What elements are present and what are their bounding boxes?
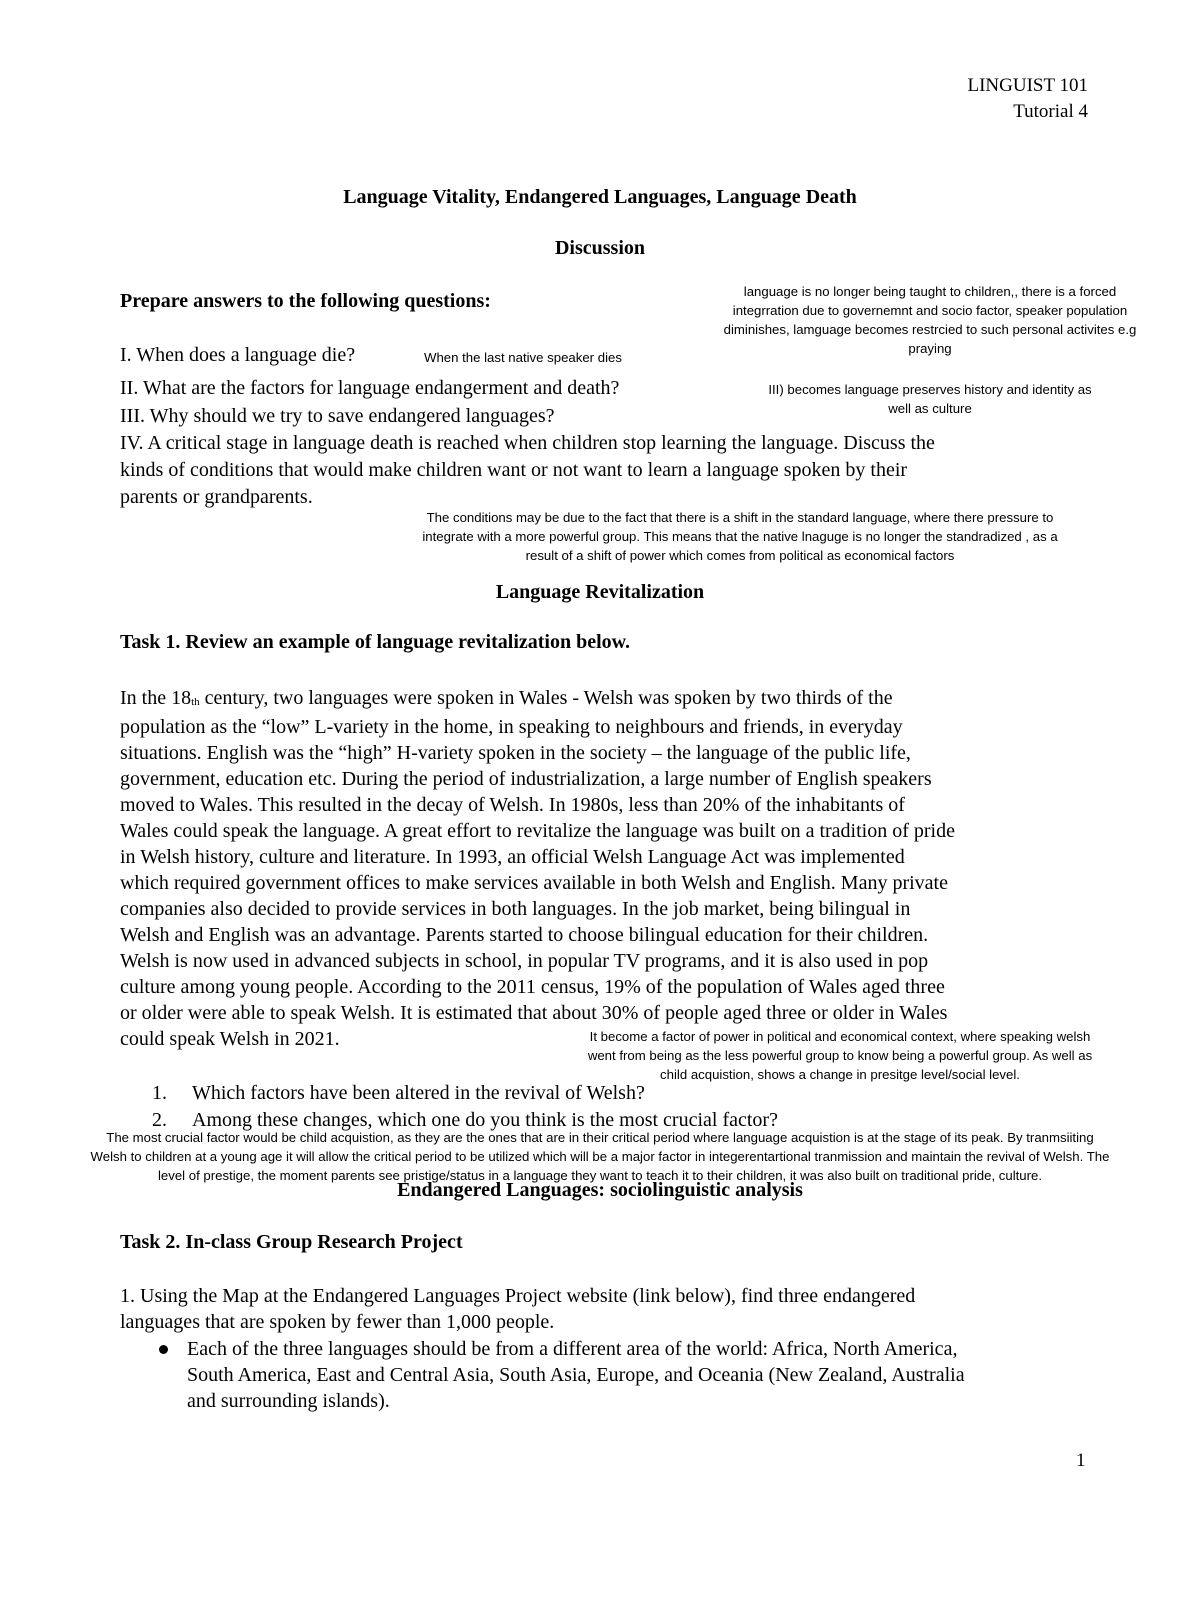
answer-note-2-line: integrration due to governemnt and socio factor, speaker population bbox=[732, 303, 1128, 318]
paragraph-line: could speak Welsh in 2021. bbox=[120, 1028, 340, 1050]
endangered-heading: Endangered Languages: sociolinguistic analysis bbox=[397, 1179, 803, 1201]
ordinal-suffix: th bbox=[191, 696, 200, 708]
bullet-line: Each of the three languages should be from a different area of the world: Africa, North America, bbox=[187, 1338, 958, 1360]
question-4-line-3: parents or grandparents. bbox=[120, 486, 313, 508]
paragraph-line: companies also decided to provide services in both languages. In the job market, being bilingual in bbox=[120, 898, 911, 920]
question-4-line-1: IV. A critical stage in language death is reached when children stop learning the language. Discuss the bbox=[120, 432, 935, 454]
answer-note-2-line: praying bbox=[908, 341, 952, 356]
course-code: LINGUIST 101 bbox=[967, 75, 1088, 96]
prepare-instruction: Prepare answers to the following questions: bbox=[120, 290, 491, 312]
list-number: 1. bbox=[152, 1082, 167, 1104]
task-2-bullet bbox=[187, 1336, 965, 1414]
paragraph-line: or older were able to speak Welsh. It is estimated that about 30% of people aged three or older in Wales bbox=[120, 1002, 948, 1024]
list-text: Which factors have been altered in the revival of Welsh? bbox=[192, 1082, 645, 1104]
discussion-heading: Discussion bbox=[554, 237, 646, 259]
answer-note-4-line: result of a shift of power which comes from political as economical factors bbox=[525, 548, 955, 563]
paragraph-line bbox=[120, 685, 1110, 714]
task-2-item-line: 1. Using the Map at the Endangered Languages Project website (link below), find three endangered bbox=[120, 1285, 916, 1307]
question-3: III. Why should we try to save endangered languages? bbox=[120, 405, 555, 427]
paragraph-line: Welsh is now used in advanced subjects in school, in popular TV programs, and it is also used in pop bbox=[120, 950, 929, 972]
paragraph-line: Wales could speak the language. A great effort to revitalize the language was built on a tradition of pride bbox=[120, 820, 955, 842]
paragraph-line: in Welsh history, culture and literature. In 1993, an official Welsh Language Act was implemented bbox=[120, 846, 905, 868]
answer-note-4-line: The conditions may be due to the fact that there is a shift in the standard language, where there pressure to bbox=[426, 510, 1054, 525]
answer-note-1: When the last native speaker dies bbox=[424, 350, 622, 365]
list-number: 2. bbox=[152, 1109, 167, 1131]
answer-note-3-line: III) becomes language preserves history and identity as bbox=[768, 382, 1092, 397]
task-2-item-1 bbox=[120, 1283, 915, 1335]
paragraph-text: In the 18 bbox=[120, 687, 192, 709]
answer-note-3 bbox=[730, 380, 1130, 418]
crucial-factor-line: Welsh to children at a young age it will allow the critical period to be utilized which will be a major factor in integerentartional tranmission and maintain the revival of Welsh. The bbox=[90, 1149, 1110, 1164]
answer-note-2 bbox=[680, 282, 1180, 358]
tutorial-number: Tutorial 4 bbox=[1013, 101, 1088, 122]
task-1-crucial-factor-note bbox=[0, 1128, 1200, 1185]
task-2-heading: Task 2. In-class Group Research Project bbox=[120, 1231, 463, 1253]
paragraph-line: culture among young people. According to the 2011 census, 19% of the population of Wales aged three bbox=[120, 976, 945, 998]
paragraph-line: government, education etc. During the period of industrialization, a large number of English speakers bbox=[120, 768, 932, 790]
answer-note-2-line: language is no longer being taught to children,, there is a forced bbox=[743, 284, 1117, 299]
bullet-line: South America, East and Central Asia, South Asia, Europe, and Oceania (New Zealand, Australia bbox=[187, 1364, 965, 1386]
question-4-line-2: kinds of conditions that would make children want or not want to learn a language spoken by their bbox=[120, 459, 908, 481]
question-1: I. When does a language die? bbox=[120, 344, 356, 366]
answer-note-4 bbox=[350, 508, 1130, 565]
paragraph-text: century, two languages were spoken in Wales - Welsh was spoken by two thirds of the bbox=[199, 687, 893, 709]
task-1-answer-line: It become a factor of power in political and economical context, where speaking welsh bbox=[589, 1029, 1091, 1044]
crucial-factor-line: The most crucial factor would be child acquistion, as they are the ones that are in their critical period where language acquistion is at the stage of its peak. By tranmsiiting bbox=[106, 1130, 1094, 1145]
paragraph-line: Welsh and English was an advantage. Parents started to choose bilingual education for their children. bbox=[120, 924, 929, 946]
crucial-factor-line: level of prestige, the moment parents see pristige/status in a language they want to teach it to their children, it was also built on traditional pride, culture. bbox=[157, 1168, 1043, 1183]
list-text: Among these changes, which one do you think is the most crucial factor? bbox=[192, 1109, 778, 1131]
answer-note-4-line: integrate with a more powerful group. This means that the native lnaguge is no longer the standradized , as a bbox=[422, 529, 1058, 544]
question-2: II. What are the factors for language endangerment and death? bbox=[120, 377, 620, 399]
revitalization-heading: Language Revitalization bbox=[495, 581, 705, 603]
paragraph-line: population as the “low” L-variety in the home, in speaking to neighbours and friends, in everyday bbox=[120, 716, 903, 738]
task-1-instruction: Task 1. Review an example of language revitalization below. bbox=[120, 631, 630, 653]
paragraph-line: which required government offices to make services available in both Welsh and English. Many private bbox=[120, 872, 948, 894]
paragraph-line: situations. English was the “high” H-variety spoken in the society – the language of the public life, bbox=[120, 742, 911, 764]
paragraph-line: moved to Wales. This resulted in the decay of Welsh. In 1980s, less than 20% of the inhabitants of bbox=[120, 794, 905, 816]
answer-note-2-line: diminishes, lamguage becomes restrcied to such personal activites e.g bbox=[723, 322, 1137, 337]
task-1-question-1 bbox=[152, 1082, 645, 1105]
task-1-answer-note bbox=[540, 1027, 1140, 1084]
bullet-line: and surrounding islands). bbox=[187, 1390, 390, 1412]
bullet-icon bbox=[159, 1345, 168, 1354]
answer-note-3-line: well as culture bbox=[888, 401, 972, 416]
page-title: Language Vitality, Endangered Languages, Language Death bbox=[343, 186, 857, 208]
welsh-paragraph bbox=[120, 685, 1110, 1052]
task-1-answer-line: child acquistion, shows a change in presitge level/social level. bbox=[660, 1067, 1020, 1082]
page-number: 1 bbox=[1076, 1450, 1086, 1471]
task-1-answer-line: went from being as the less powerful group to know being a powerful group. As well as bbox=[587, 1048, 1093, 1063]
task-2-item-line: languages that are spoken by fewer than 1,000 people. bbox=[120, 1311, 555, 1333]
